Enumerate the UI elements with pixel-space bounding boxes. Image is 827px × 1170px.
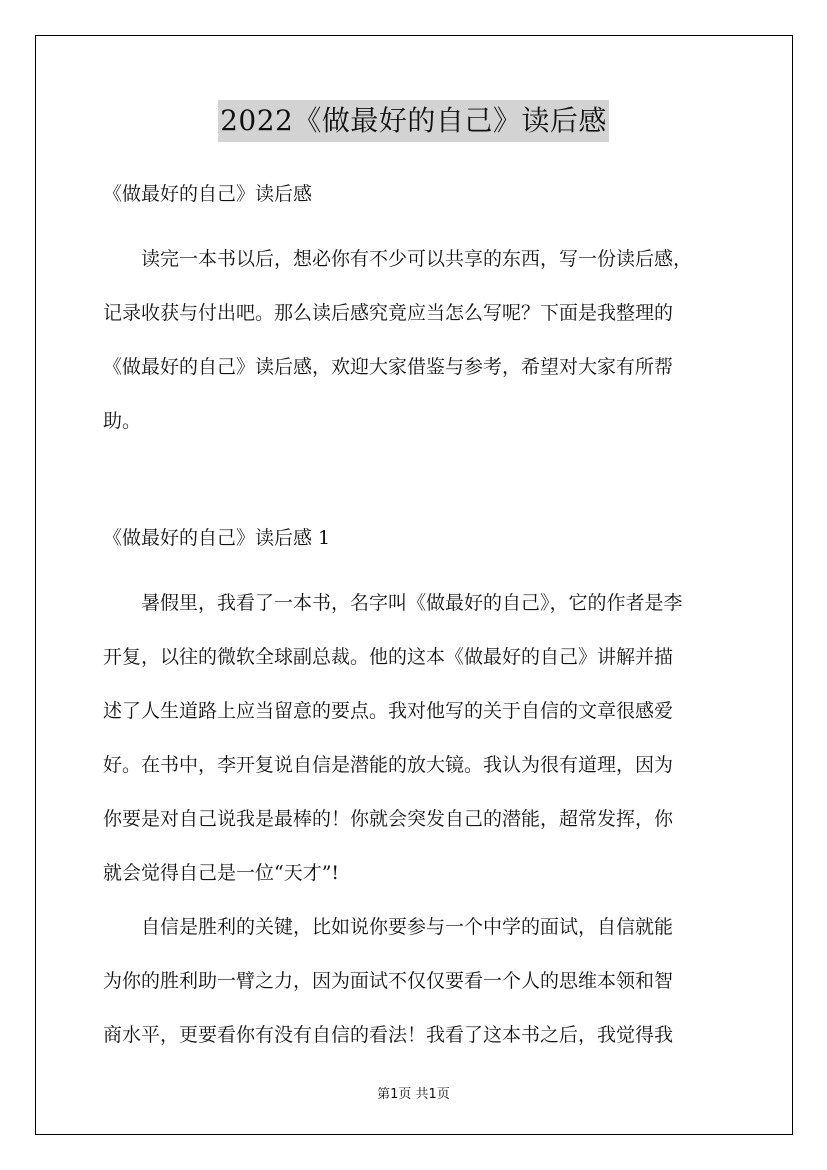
subtitle: 《做最好的自己》读后感 bbox=[103, 183, 313, 205]
text-line: 述了人生道路上应当留意的要点。我对他写的关于自信的文章很感爱 bbox=[103, 700, 674, 722]
page-footer bbox=[0, 1083, 827, 1102]
text-line: 就会觉得自己是一位“天才”! bbox=[103, 862, 340, 884]
text-line: 《做最好的自己》读后感，欢迎大家借鉴与参考，希望对大家有所帮 bbox=[103, 356, 674, 378]
title-wrap bbox=[0, 100, 827, 142]
intro-paragraph bbox=[103, 232, 728, 448]
text-line: 记录收获与付出吧。那么读后感究竟应当怎么写呢？下面是我整理的 bbox=[103, 302, 674, 324]
text-line: 为你的胜利助一臂之力，因为面试不仅仅要看一个人的思维本领和智 bbox=[103, 970, 674, 992]
spacer bbox=[103, 210, 728, 232]
spacer bbox=[103, 554, 728, 576]
text-line: 商水平，更要看你有没有自信的看法！我看了这本书之后，我觉得我 bbox=[103, 1024, 674, 1046]
page-number: 第1页 共1页 bbox=[377, 1087, 450, 1102]
section-heading: 《做最好的自己》读后感 1 bbox=[103, 527, 331, 549]
document-title: 2022《做最好的自己》读后感 bbox=[218, 100, 609, 142]
section1-paragraph-1 bbox=[103, 576, 728, 900]
section1-paragraph-2 bbox=[103, 900, 728, 1062]
text-line: 好。在书中，李开复说自信是潜能的放大镜。我认为很有道理，因为 bbox=[103, 754, 674, 776]
text-line: 你要是对自己说我是最棒的！你就会突发自己的潜能，超常发挥，你 bbox=[103, 808, 674, 830]
document-body bbox=[103, 178, 728, 1062]
spacer bbox=[103, 448, 728, 522]
text-line: 读完一本书以后，想必你有不少可以共享的东西，写一份读后感， bbox=[141, 248, 693, 270]
text-line: 自信是胜利的关键，比如说你要参与一个中学的面试，自信就能 bbox=[141, 916, 674, 938]
text-line: 开复，以往的微软全球副总裁。他的这本《做最好的自己》讲解并描 bbox=[103, 646, 674, 668]
text-line: 暑假里，我看了一本书，名字叫《做最好的自己》，它的作者是李 bbox=[141, 592, 683, 614]
text-line: 助。 bbox=[103, 410, 142, 432]
